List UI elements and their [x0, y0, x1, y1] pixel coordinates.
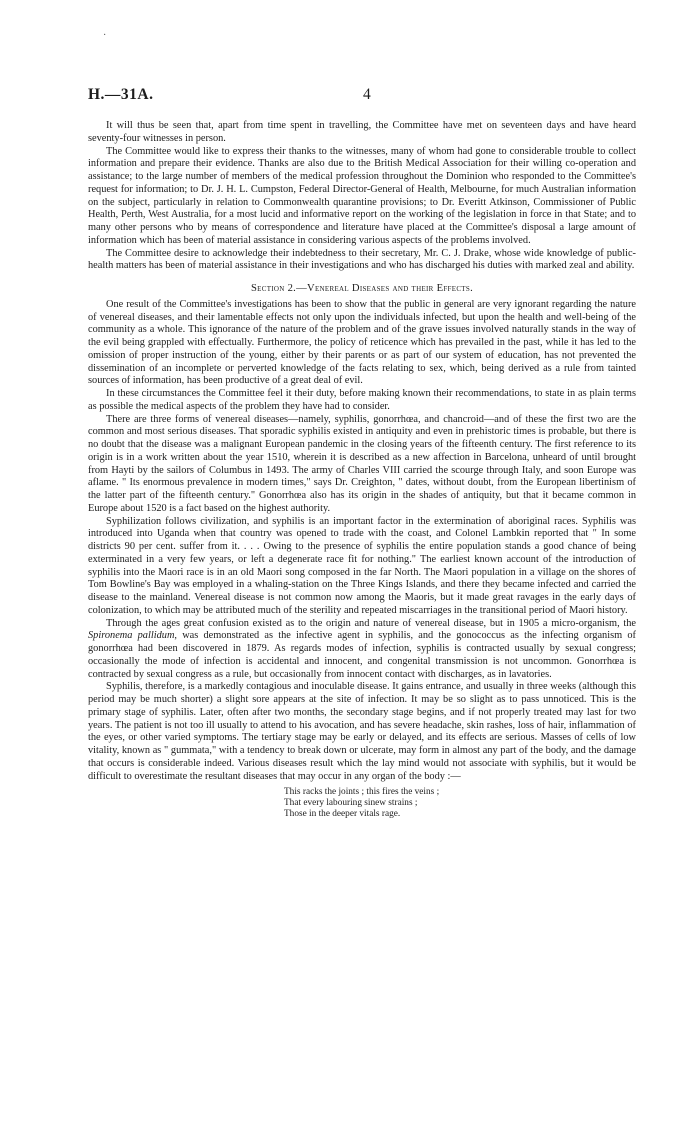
organism-name: Spironema pallidum — [88, 630, 175, 642]
verse-line: That every labouring sinew strains ; — [284, 798, 418, 809]
confusion-text-start: Through the ages great confusion existed as to the origin and nature of venereal disease, but in 1905 a micro-organism, the — [106, 617, 636, 629]
paragraph-ignorance: One result of the Committee's investigations has been to show that the public in general are very ignorant regarding the nature of venereal diseases, and their lamentable effects not only upon the individuals infected, but upon the health and well-being of the community as a whole. This ignorance of the nature of the problem and of the grave issues involved naturally stands in the way of the evil being grappled with effectually. Furthermore, the policy of reticence which has prevailed in the past, while it has led to the omission of proper instruction of the young, either by their parents or as part of our system of education, has not prevented the dissemination of an incomplete or perverted knowledge of the facts relating to sex, which, being derived as a rule from tainted sources of information, has been productive of a great deal of evil. — [88, 298, 636, 387]
verse-line: This racks the joints ; this fires the veins ; — [284, 787, 440, 798]
section-heading: Section 2.—Venereal Diseases and their Effects. — [250, 283, 474, 294]
verse-line: Those in the deeper vitals rage. — [284, 808, 401, 819]
paragraph-circumstances: In these circumstances the Committee feel it their duty, before making known their recommendations, to state in as plain terms as possible the medical aspects of the problem they have had to consider. — [88, 388, 636, 412]
document-reference: H.—31A. — [88, 86, 154, 103]
paragraph-forms: There are three forms of venereal diseases—namely, syphilis, gonorrhœa, and chancroid—and of these the first two are the common and most serious diseases. That sporadic syphilis existed in antiquity and even in prehistoric times is probable, but there is no doubt that the disease was a malignant European pandemic in the closing years of the fifteenth century. The first reference to its origin is in a work written about the year 1510, wherein it is described as a new affection in Barcelona, unheard of until brought from Hayti by the sailors of Columbus in 1493. The army of Charles VIII carried the scourge through Italy, and soon Europe was aflame. " Its enormous prevalence in modern times," says Dr. Creighton, " dates, without doubt, from the European libertinism of the latter part of the fifteenth century." Gonorrhœa also has its origin in the shades of antiquity, but that it became common in Europe about 1520 is a fact based on the highest authority. — [88, 413, 636, 514]
paragraph-confusion — [88, 618, 636, 682]
paragraph-syphilization: Syphilization follows civilization, and syphilis is an important factor in the extermination of aboriginal races. Syphilis was introduced into Uganda when that country was opened to trade with the coast, and Colonel Lambkin reported that " In some districts 90 per cent. suffer from it. . . . Owing to the presence of syphilis the entire population stands a good chance of being exterminated in a very few years, or left a degenerate race fit for nothing." The earliest known account of the introduction of syphilis into the Maori race is in an old Maori song composed in the far North. The Maori population in a village on the shores of Tom Bowline's Bay was employed in a whaling-station on the Three Kings Islands, and there they became infected and carried the disease to the mainland. Venereal disease is not common now among the Maoris, but it made great ravages in the early days of colonization, to which may be attributed much of the sterility and repeated miscarriages in the transitional period of Maori history. — [88, 515, 636, 616]
corner-mark: · — [103, 30, 107, 41]
verse-quote — [284, 787, 636, 819]
page-number: 4 — [363, 86, 371, 103]
body-text — [88, 120, 636, 820]
paragraph-contagious: Syphilis, therefore, is a markedly contagious and inoculable disease. It gains entrance, and usually in three weeks (although this period may be much shorter) a slight sore appears at the site of infection. It may be so slight as to pass unnoticed. This is the primary stage of syphilis. Later, often after two months, the secondary stage begins, and if not properly treated may last for two years. The patient is not too ill usually to attend to his avocation, and has severe headache, skin rashes, loss of hair, inflammation of the eyes, or other varied symptoms. The tertiary stage may be early or delayed, and its effects are serious. Masses of cells of low vitality, known as " gummata," with a tendency to break down or ulcerate, may form in almost any part of the body, and the damage that occurs is considerable indeed. Various diseases result which the lay mind would not associate with syphilis, but it would be difficult to overestimate the resultant diseases that may occur in any organ of the body :— — [88, 681, 636, 782]
confusion-text-end: , was demonstrated as the infective agent in syphilis, and the gonococcus as the infecting organism of gonorrhœa had been discovered in 1879. As regards modes of infection, syphilis is contracted usually by sexual congress; occasionally the mode of infection is accidental and innocent, and congenital transmission is not uncommon. Gonorrhœa is contracted by sexual congress as a rule, but occasionally from innocent contact with discharges, as in lavatories. — [88, 630, 636, 680]
paragraph-meetings: It will thus be seen that, apart from time spent in travelling, the Committee have met on seventeen days and have heard seventy-four witnesses in person. — [88, 120, 636, 144]
paragraph-thanks: The Committee would like to express their thanks to the witnesses, many of whom had gone to considerable trouble to collect information and prepare their evidence. Thanks are also due to the British Medical Association for their willing co-operation and assistance; to the large number of members of the medical profession throughout the Dominion who responded to the Committee's request for information; to Dr. J. H. L. Cumpston, Federal Director-General of Health, Melbourne, for much Australian information on the subject, particularly in relation to Commonwealth quarantine provisions; to Dr. Everitt Atkinson, Commissioner of Public Health, Perth, West Australia, for a most lucid and informative report on the working of the legislation in force in that State; and to many other persons who by means of correspondence and literature have placed at the Committee's disposal a large amount of information which has been of material assistance in considering various aspects of the problems involved. — [88, 145, 636, 246]
paragraph-secretary: The Committee desire to acknowledge their indebtedness to their secretary, Mr. C. J. Drake, whose wide knowledge of public-health matters has been of material assistance in their investigations and who has discharged his duties with marked zeal and ability. — [88, 247, 636, 272]
